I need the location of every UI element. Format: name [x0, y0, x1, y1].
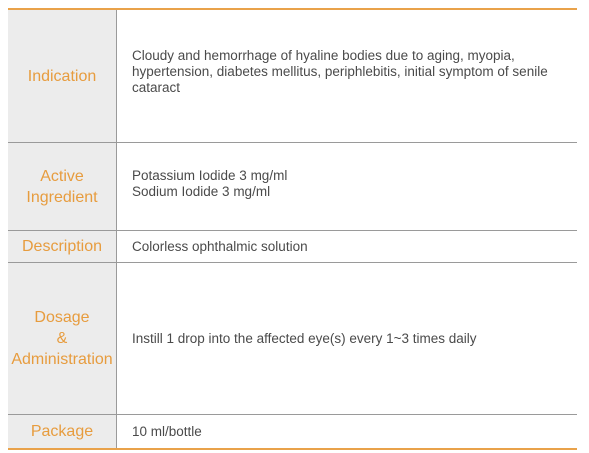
row-dosage [8, 263, 577, 415]
indication-value: Cloudy and hemorrhage of hyaline bodies due to aging, myopia, hypertension, diabetes mellitus, periphlebitis, initial symptom of senile cataract [132, 48, 548, 95]
product-info-table [8, 8, 577, 450]
label-cell [8, 10, 117, 142]
active-ingredient-value: Potassium Iodide 3 mg/ml Sodium Iodide 3 mg/ml [132, 168, 288, 199]
description-label: Description [21, 238, 103, 255]
indication-label: Indication [27, 67, 97, 85]
value-cell [117, 263, 577, 414]
label-cell [8, 231, 117, 262]
dosage-value: Instill 1 drop into the affected eye(s) every 1~3 times daily [132, 330, 477, 346]
row-indication [8, 10, 577, 143]
package-value: 10 ml/bottle [132, 423, 202, 439]
value-cell [117, 143, 577, 230]
label-cell [8, 143, 117, 230]
value-cell [117, 415, 577, 448]
active-ingredient-label: Active Ingredient [26, 167, 98, 206]
description-value: Colorless ophthalmic solution [132, 238, 308, 254]
label-cell [8, 415, 117, 448]
value-cell [117, 231, 577, 262]
row-package [8, 415, 577, 448]
package-label: Package [30, 423, 94, 440]
dosage-label: Dosage & Administration [11, 309, 113, 368]
row-active-ingredient [8, 143, 577, 231]
row-description [8, 231, 577, 263]
value-cell [117, 10, 577, 142]
label-cell [8, 263, 117, 414]
